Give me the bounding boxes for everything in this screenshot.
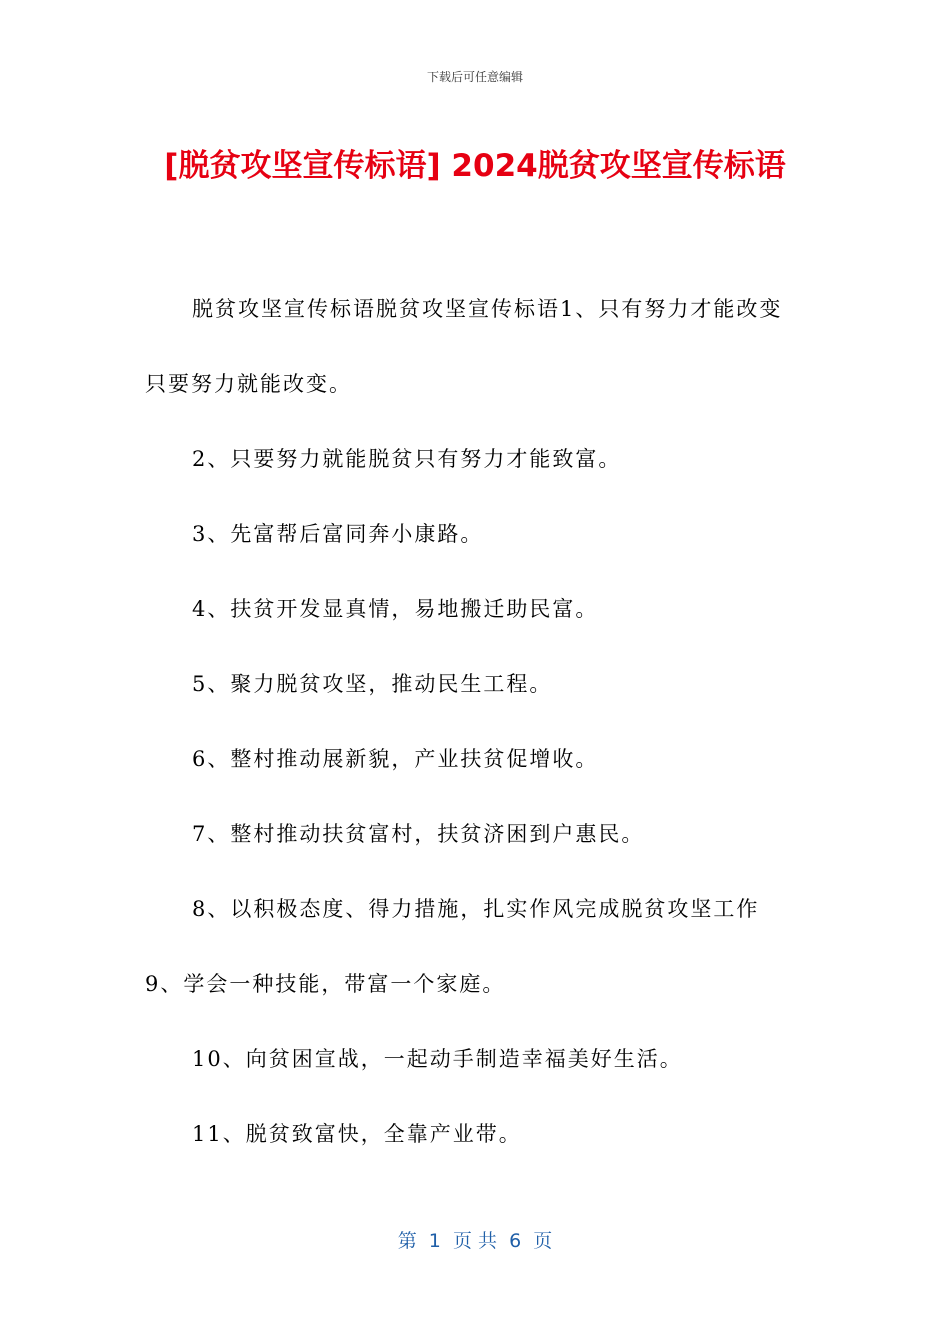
paragraph-10: 10、向贫困宣战，一起动手制造幸福美好生活。 (192, 1047, 683, 1071)
header-note: 下载后可任意编辑 (426, 70, 523, 84)
paragraph-5: 5、聚力脱贫攻坚，推动民生工程。 (192, 672, 553, 696)
paragraph-11: 11、脱贫致富快，全靠产业带。 (192, 1122, 522, 1146)
paragraph-1: 脱贫攻坚宣传标语脱贫攻坚宣传标语1、只有努力才能改变只要努力就能改变。 (145, 297, 783, 396)
paragraph-8: 8、以积极态度、得力措施，扎实作风完成脱贫攻坚工作 (192, 897, 760, 921)
document-body (145, 272, 795, 1172)
paragraph-3: 3、先富帮后富同奔小康路。 (192, 522, 484, 546)
document-title: [脱贫攻坚宣传标语] 2024脱贫攻坚宣传标语 (164, 148, 786, 184)
paragraph-2: 2、只要努力就能脱贫只有努力才能致富。 (192, 447, 622, 471)
paragraph-4: 4、扶贫开发显真情，易地搬迁助民富。 (192, 597, 599, 621)
paragraph-9: 9、学会一种技能，带富一个家庭。 (145, 972, 506, 996)
page-footer: 第 1 页 共 6 页 (397, 1230, 553, 1252)
paragraph-6: 6、整村推动展新貌，产业扶贫促增收。 (192, 747, 599, 771)
paragraph-7: 7、整村推动扶贫富村，扶贫济困到户惠民。 (192, 822, 645, 846)
